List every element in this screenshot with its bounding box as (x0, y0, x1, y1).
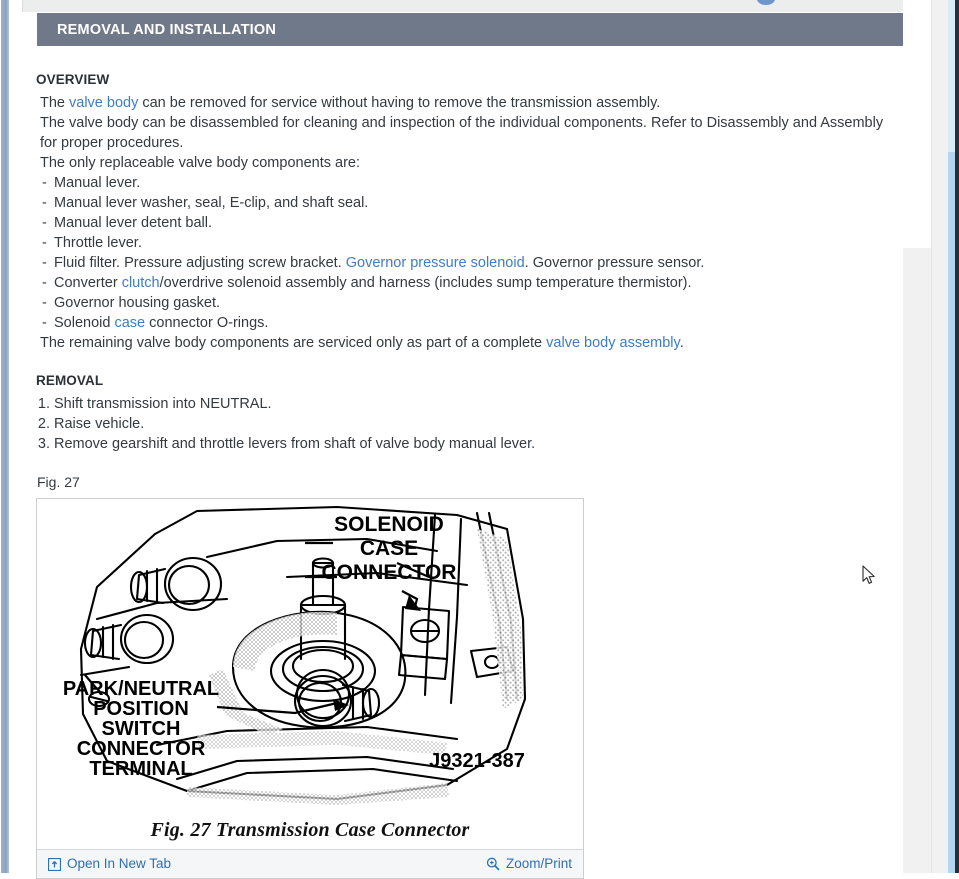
left-accent-band (0, 0, 9, 873)
right-rail-upper (948, 0, 955, 152)
magnifier-icon (486, 857, 500, 871)
overview-paragraph-2: The valve body can be disassembled for cleaning and inspection of the individual components. Refer to Disassembly and Assembly for proper procedures. (40, 115, 884, 151)
callout-pnp-line5: TERMINAL (89, 758, 193, 780)
callout-pnp-line4: CONNECTOR (76, 738, 206, 760)
bullet-item (36, 253, 902, 273)
bullet-dash: - (42, 215, 47, 231)
spacer (36, 454, 902, 472)
removal-steps-list (36, 394, 902, 454)
bullet-item (36, 173, 902, 193)
bullet-item (36, 273, 902, 293)
figure-caption: Fig. 27 Transmission Case Connector (150, 819, 470, 841)
bullet-text-post: connector O-rings. (145, 315, 269, 331)
bullet-text-pre: Fluid filter. Pressure adjusting screw bracket. (54, 255, 346, 271)
link-clutch[interactable]: clutch (121, 275, 160, 291)
removal-step: 3. Remove gearshift and throttle levers from shaft of valve body manual lever. (54, 434, 902, 454)
bullet-text-pre: Solenoid (54, 315, 115, 331)
link-case[interactable]: case (114, 315, 146, 331)
section-header (37, 13, 903, 46)
bullet-text: Throttle lever. (54, 235, 142, 251)
bullet-text: Manual lever washer, seal, E-clip, and shaft seal. (54, 195, 369, 211)
right-white-panel (903, 0, 931, 248)
drawing-id-label: J9321-387 (429, 750, 525, 772)
removal-heading: REMOVAL (36, 373, 104, 388)
callout-solenoid-line2: CASE (359, 537, 419, 560)
link-valve-body-assembly[interactable]: valve body assembly (546, 335, 680, 351)
bullet-text: Manual lever detent ball. (54, 215, 212, 231)
spacer (36, 353, 902, 371)
transmission-case-connector-drawing (37, 499, 583, 819)
overview-p4-text-b: . (679, 335, 684, 351)
figure-toolbar (37, 849, 583, 878)
document-page (22, 12, 903, 873)
bullet-dash: - (42, 315, 47, 331)
figure-image[interactable] (37, 499, 583, 819)
vertical-scrollbar[interactable] (931, 0, 949, 873)
right-edge-border (955, 0, 959, 873)
overview-paragraph-1 (36, 93, 902, 113)
callout-pnp-line1: PARK/NEUTRAL (62, 678, 220, 700)
zoom-print-button[interactable] (486, 854, 572, 874)
bullet-text-group (54, 273, 692, 293)
figure-card (36, 498, 584, 879)
bullet-dash: - (42, 175, 47, 191)
bullet-text-group (54, 253, 704, 273)
bullet-text-post: . Governor pressure sensor. (524, 255, 705, 271)
callout-pnp-line2: POSITION (93, 698, 189, 720)
open-in-new-tab-button[interactable] (48, 854, 171, 874)
bullet-dash: - (42, 255, 47, 271)
overview-paragraph-3: The only replaceable valve body components are: (40, 155, 360, 171)
bullet-dash: - (42, 235, 47, 251)
removal-step: 2. Raise vehicle. (54, 414, 902, 434)
overview-paragraph-4 (36, 333, 902, 353)
bullet-item (36, 293, 902, 313)
bullet-item (36, 213, 902, 233)
right-rail-lower (948, 152, 955, 873)
overview-heading: OVERVIEW (36, 72, 110, 87)
callout-solenoid-line1: SOLENOID (334, 513, 444, 536)
bullet-text: Governor housing gasket. (54, 295, 221, 311)
bullet-item (36, 233, 902, 253)
bullet-dash: - (42, 195, 47, 211)
overview-p4-text-a: The remaining valve body components are serviced only as part of a complete (40, 335, 547, 351)
removal-step: 1. Shift transmission into NEUTRAL. (54, 394, 902, 414)
left-page-margin (9, 0, 22, 873)
bullet-item (36, 313, 902, 333)
callout-solenoid-line3: CONNECTOR (321, 561, 457, 584)
callout-pnp-line3: SWITCH (101, 718, 181, 740)
link-valve-body[interactable]: valve body (69, 95, 139, 111)
section-header-label: REMOVAL AND INSTALLATION (57, 21, 277, 38)
bullet-text: Manual lever. (54, 175, 141, 191)
bullet-text-post: /overdrive solenoid assembly and harness (includes sump temperature thermistor). (159, 275, 692, 291)
bullet-text-group (54, 313, 268, 333)
bullet-text-pre: Converter (54, 275, 122, 291)
zoom-print-label: Zoom/Print (505, 856, 572, 871)
open-in-new-tab-label: Open In New Tab (67, 856, 172, 871)
bullet-dash: - (42, 295, 47, 311)
overview-p1-text-b: can be removed for service without having to remove the transmission assembly. (138, 95, 661, 111)
link-governor-pressure-solenoid[interactable]: Governor pressure solenoid (345, 255, 525, 271)
bullet-dash: - (42, 275, 47, 291)
open-in-new-tab-icon (48, 858, 61, 871)
figure-label: Fig. 27 (37, 474, 80, 490)
document-content (36, 70, 902, 879)
bullet-item (36, 193, 902, 213)
overview-p1-text-a: The (40, 95, 70, 111)
